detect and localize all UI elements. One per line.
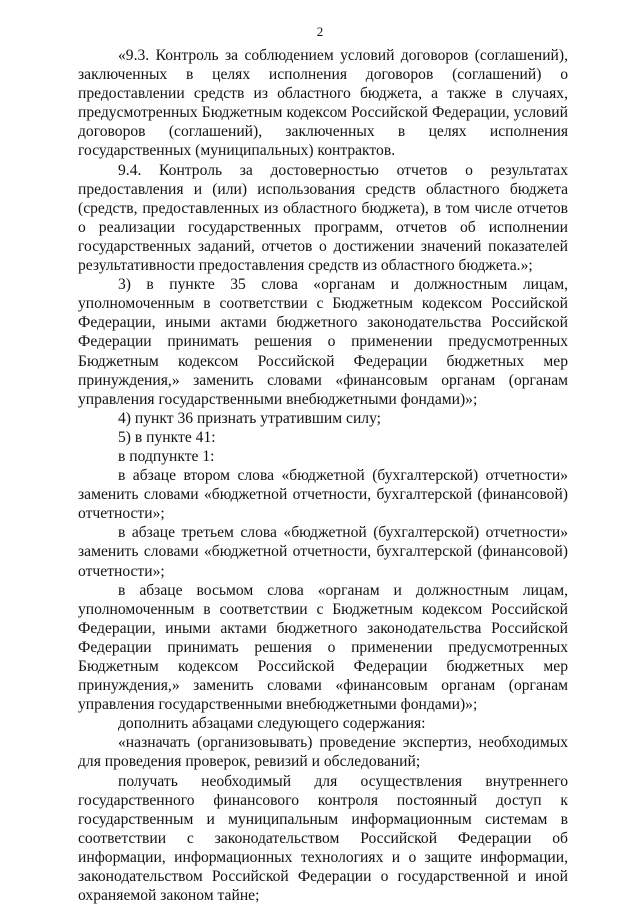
paragraph-item-4: 4) пункт 36 признать утратившим силу; bbox=[118, 409, 382, 427]
paragraph-9-3: «9.3. Контроль за соблюдением условий договоров (соглашений), заключенных в целях исполнения договоров (соглашений) о предоставлении средств из областного бюджета, а также в случаях, предусмотренных Бюджетным кодексом Российской Федерации, условий договоров (соглашений), заключенных в целях исполнения государственных (муниципальных) контрактов. bbox=[78, 47, 568, 160]
paragraph-expertise: «назначать (организовывать) проведение экспертиз, необходимых для проведения проверок, ревизий и обследований; bbox=[78, 734, 568, 771]
paragraph-item-3: 3) в пункте 35 слова «органам и должностным лицам, уполномоченным в соответствии с Бюджетным кодексом Российской Федерации, иными актами бюджетного законодательства Российской Федерации принимать решения о применении предусмотренных Бюджетным кодексом Российской Федерации бюджетных мер принуждения,» заменить словами «финансовым органам (органам управления государственными внебюджетными фондами)»; bbox=[78, 276, 568, 408]
paragraph-9-4: 9.4. Контроль за достоверностью отчетов о результатах предоставления и (или) использования средств областного бюджета (средств, предоставленных из областного бюджета), в том числе отчетов о реализации государственных программ, отчетов об исполнении государственных заданий, отчетов о достижении значений показателей результативности предоставления средств из областного бюджета.»; bbox=[78, 161, 568, 275]
paragraph-abzac-8: в абзаце восьмом слова «органам и должностным лицам, уполномоченным в соответствии с Бюджетным кодексом Российской Федерации, иными актами бюджетного законодательства Российской Федерации принимать решения о применении предусмотренных Бюджетным кодексом Российской Федерации бюджетных мер принуждения,» заменить словами «финансовым органам (органам управления государственными внебюджетными фондами)»; bbox=[78, 581, 568, 714]
paragraph-abzac-3: в абзаце третьем слова «бюджетной (бухгалтерской) отчетности» заменить словами «бюджетной отчетности, бухгалтерской (финансовой) отчетности»; bbox=[78, 524, 568, 580]
paragraph-item-5: 5) в пункте 41: bbox=[118, 428, 216, 446]
paragraph-supplement-intro: дополнить абзацами следующего содержания: bbox=[118, 715, 426, 733]
document-body bbox=[78, 46, 568, 905]
page-number: 2 bbox=[316, 24, 324, 39]
paragraph-access: получать необходимый для осуществления внутреннего государственного финансового контроля постоянный доступ к государственным и муниципальным информационным системам в соответствии с законодательством Российской Федерации об информации, информационных технологиях и о защите информации, законодательством Российской Федерации о государственной и иной охраняемой законом тайне; bbox=[78, 772, 568, 905]
paragraph-subitem-1: в подпункте 1: bbox=[118, 447, 215, 465]
paragraph-abzac-2: в абзаце втором слова «бюджетной (бухгалтерской) отчетности» заменить словами «бюджетной отчетности, бухгалтерской (финансовой) отчетности»; bbox=[78, 467, 568, 523]
